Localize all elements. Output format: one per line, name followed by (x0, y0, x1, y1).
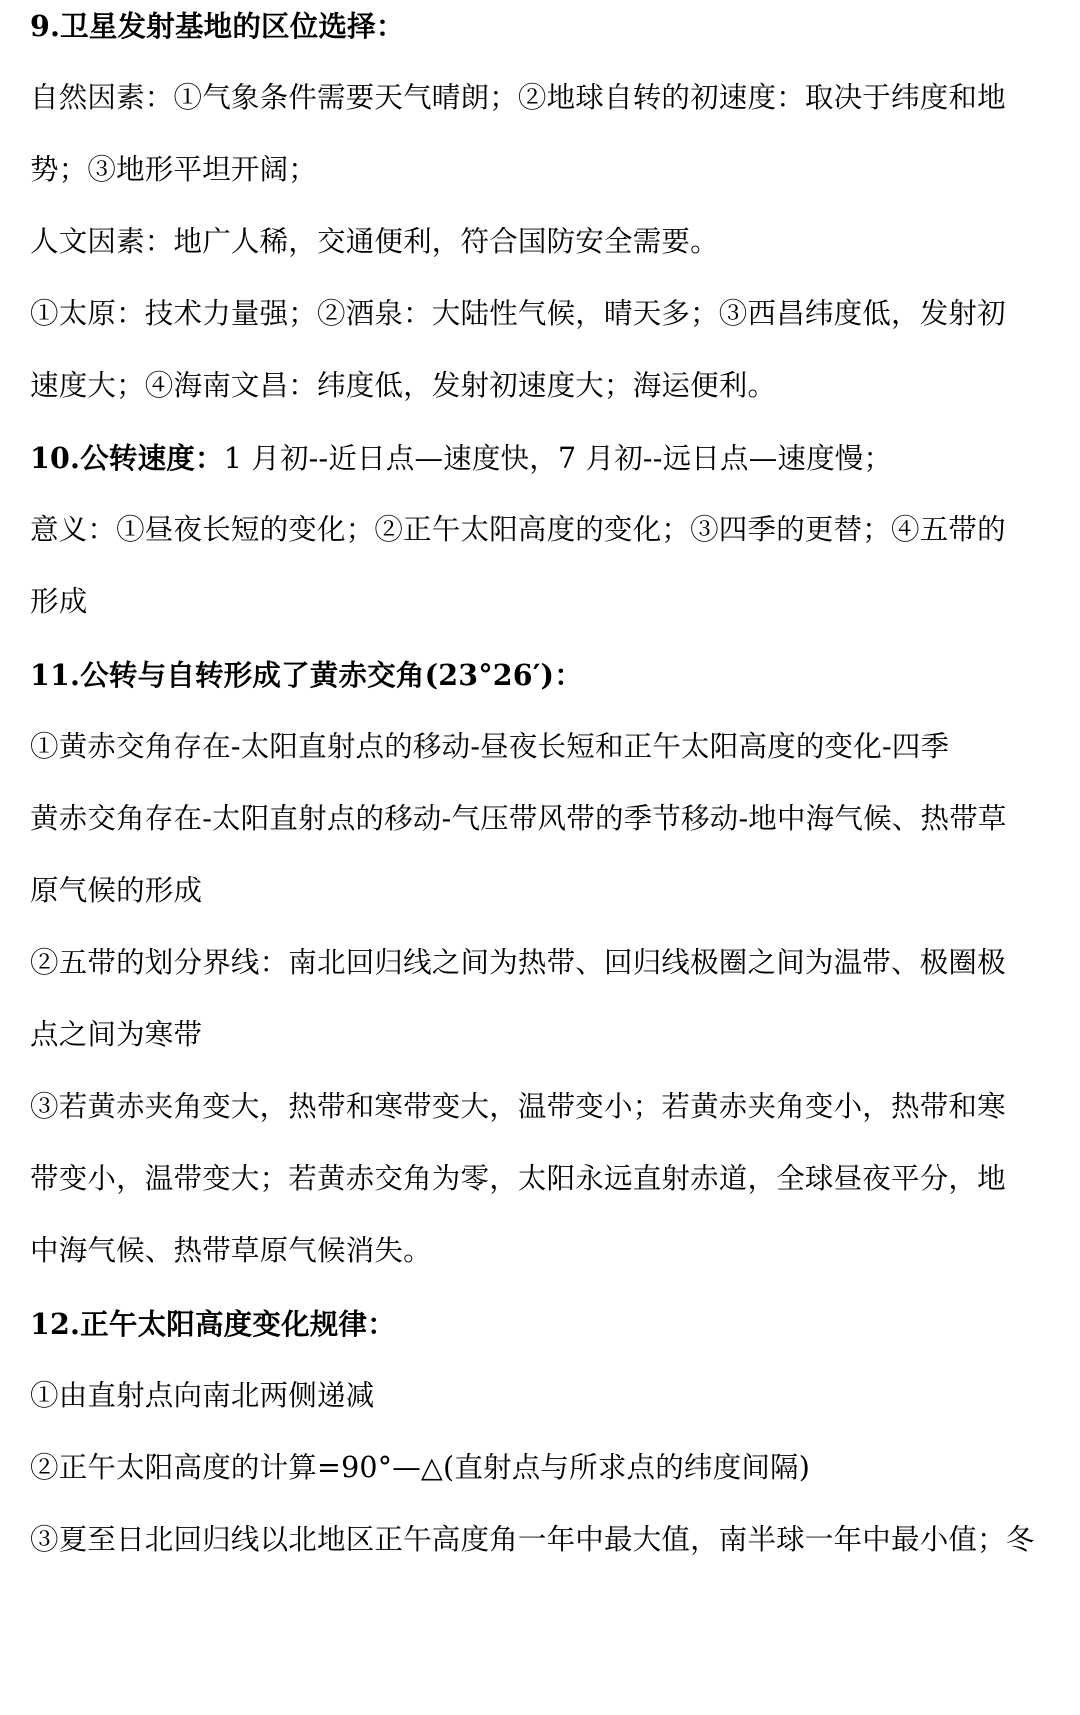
section-12-line-2: ②正午太阳高度的计算=90°—△(直射点与所求点的纬度间隔) (30, 1451, 811, 1484)
section-9-line-3: 人文因素：地广人稀，交通便利，符合国防安全需要。 (30, 225, 719, 258)
section-10-heading-line (30, 438, 1060, 479)
section-12-line-3: ③夏至日北回归线以北地区正午高度角一年中最大值，南半球一年中最小值；冬 (30, 1523, 1035, 1556)
section-11-heading: 11.公转与自转形成了黄赤交角(23°26′)： (30, 658, 583, 692)
section-12-heading: 12.正午太阳高度变化规律： (30, 1307, 396, 1341)
section-9-heading: 9.卫星发射基地的区位选择： (30, 9, 405, 43)
section-9-line-1: 自然因素：①气象条件需要天气晴朗；②地球自转的初速度：取决于纬度和地 (30, 81, 1006, 114)
section-9-line-2: 势；③地形平坦开阔； (30, 153, 318, 186)
section-10-line-1: 意义：①昼夜长短的变化；②正午太阳高度的变化；③四季的更替；④五带的 (30, 513, 1006, 546)
section-11-line-5: 点之间为寒带 (30, 1018, 203, 1051)
section-9-line-5: 速度大；④海南文昌：纬度低，发射初速度大；海运便利。 (30, 369, 777, 402)
section-10-heading-tail: 1 月初--近日点—速度快，7 月初--远日点—速度慢； (223, 442, 893, 475)
section-11-line-3: 原气候的形成 (30, 874, 203, 907)
section-11-line-2: 黄赤交角存在-太阳直射点的移动-气压带风带的季节移动-地中海气候、热带草 (30, 802, 1007, 835)
section-11-line-4: ②五带的划分界线：南北回归线之间为热带、回归线极圈之间为温带、极圈极 (30, 946, 1006, 979)
section-12-line-1: ①由直射点向南北两侧递减 (30, 1379, 375, 1412)
section-9-line-4: ①太原：技术力量强；②酒泉：大陆性气候，晴天多；③西昌纬度低，发射初 (30, 297, 1006, 330)
section-11-line-7: 带变小，温带变大；若黄赤交角为零，太阳永远直射赤道，全球昼夜平分，地 (30, 1162, 1006, 1195)
section-11-line-6: ③若黄赤夹角变大，热带和寒带变大，温带变小；若黄赤夹角变小，热带和寒 (30, 1090, 1006, 1123)
section-10-line-2: 形成 (30, 585, 88, 618)
section-11-line-1: ①黄赤交角存在-太阳直射点的移动-昼夜长短和正午太阳高度的变化-四季 (30, 730, 950, 763)
section-10-heading: 10.公转速度： (30, 441, 224, 475)
section-11-line-8: 中海气候、热带草原气候消失。 (30, 1234, 432, 1267)
